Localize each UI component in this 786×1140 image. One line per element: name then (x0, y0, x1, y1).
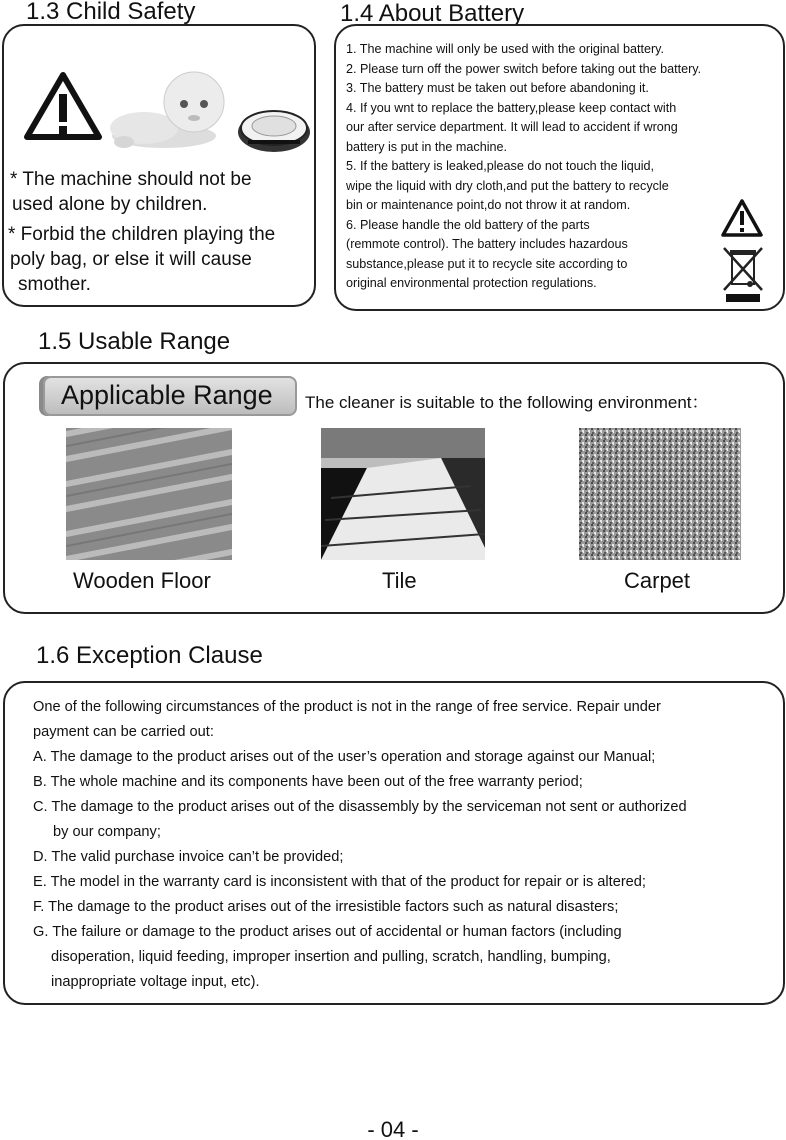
battery-box (334, 24, 785, 311)
exception-line: E. The model in the warranty card is inconsistent with that of the product for repair or is altered; (33, 874, 646, 890)
exception-line: inappropriate voltage input, etc). (51, 974, 260, 990)
child-safety-line: smother. (18, 274, 91, 295)
battery-line: our after service department. It will lead to accident if wrong (346, 120, 678, 134)
exception-title: 1.6 Exception Clause (36, 642, 263, 669)
child-safety-line: * The machine should not be (10, 169, 252, 190)
battery-line: 4. If you wnt to replace the battery,please keep contact with (346, 100, 677, 115)
battery-line: (remmote control). The battery includes hazardous (346, 237, 628, 251)
applicable-range-badge: Applicable Range (43, 376, 297, 416)
battery-line: 6. Please handle the old battery of the parts (346, 217, 590, 232)
battery-rules-list (346, 40, 701, 294)
exception-line: payment can be carried out: (33, 724, 214, 740)
battery-line: 3. The battery must be taken out before abandoning it. (346, 81, 649, 95)
crawling-baby-illustration (104, 66, 244, 156)
battery-line: 5. If the battery is leaked,please do not touch the liquid, (346, 159, 655, 173)
child-safety-line: used alone by children. (12, 194, 208, 215)
exception-line: One of the following circumstances of the product is not in the range of free service. Repair under (33, 699, 661, 715)
battery-title: 1.4 About Battery (340, 0, 525, 27)
exception-line: by our company; (53, 824, 161, 840)
floor-label-wooden: Wooden Floor (73, 568, 211, 593)
robot-vacuum-icon (236, 106, 312, 154)
tile-floor-image (321, 428, 485, 560)
battery-line: battery is put in the machine. (346, 139, 508, 154)
exception-line: D. The valid purchase invoice can’t be provided; (33, 849, 344, 865)
battery-line: 2. Please turn off the power switch before taking out the battery. (346, 61, 702, 76)
battery-line: 1. The machine will only be used with the original battery. (346, 42, 665, 56)
exception-box (3, 681, 785, 1005)
floor-label-tile: Tile (382, 568, 417, 593)
usable-range-box (3, 362, 785, 614)
warning-icon (22, 70, 104, 142)
exception-line: C. The damage to the product arises out of the disassembly by the serviceman not sent or authorized (33, 799, 687, 815)
carpet-image (579, 428, 741, 560)
exception-line: G. The failure or damage to the product arises out of accidental or human factors (including (33, 924, 622, 940)
child-safety-box (2, 24, 316, 307)
battery-line: substance,please put it to recycle site according to (346, 256, 628, 271)
recycle-bin-icon (722, 244, 764, 304)
child-safety-title: 1.3 Child Safety (26, 0, 196, 25)
child-safety-line: * Forbid the children playing the (8, 224, 276, 245)
exception-line: B. The whole machine and its components have been out of the free warranty period; (33, 774, 583, 790)
wooden-floor-image (66, 428, 232, 560)
warning-icon (720, 198, 764, 238)
child-safety-line: poly bag, or else it will cause (10, 249, 252, 270)
page-number: - 04 - (367, 1117, 419, 1140)
usable-range-title: 1.5 Usable Range (38, 328, 231, 355)
exception-line: A. The damage to the product arises out of the user’s operation and storage against our Manual; (33, 749, 656, 765)
battery-line: bin or maintenance point,do not throw it at random. (346, 198, 631, 212)
exception-line: F. The damage to the product arises out of the irresistible factors such as natural disasters; (33, 899, 619, 915)
battery-line: original environmental protection regulations. (346, 276, 597, 290)
range-description: The cleaner is suitable to the following environment： (305, 393, 709, 412)
battery-line: wipe the liquid with dry cloth,and put the battery to recycle (346, 178, 669, 193)
floor-label-carpet: Carpet (624, 568, 691, 593)
exception-line: disoperation, liquid feeding, improper insertion and pulling, scratch, handling, bumping, (51, 949, 611, 965)
